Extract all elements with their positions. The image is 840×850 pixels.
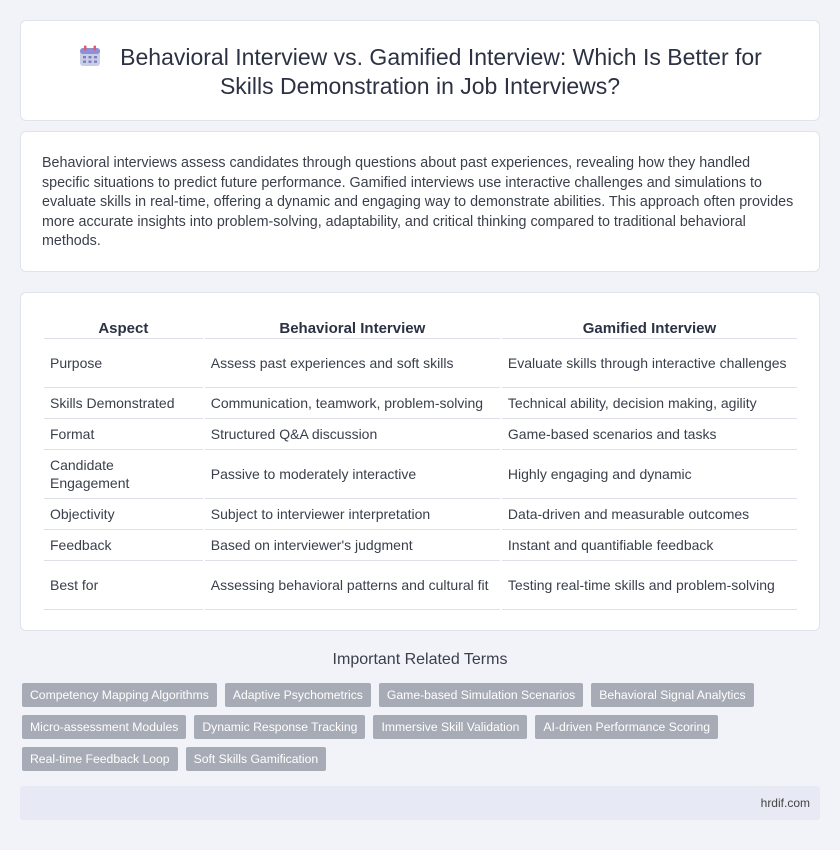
table-cell: Evaluate skills through interactive challenges [502,339,797,388]
title-card [20,20,820,121]
intro-card [20,131,820,272]
related-term-tag[interactable]: Behavioral Signal Analytics [591,683,753,707]
related-term-tag[interactable]: Real-time Feedback Loop [22,747,178,771]
table-cell: Based on interviewer's judgment [205,530,500,561]
related-term-tag[interactable]: Game-based Simulation Scenarios [379,683,583,707]
table-row [44,388,797,419]
table-row [44,419,797,450]
footer [20,786,820,820]
page-title [61,43,779,101]
related-term-tag[interactable]: Immersive Skill Validation [373,715,527,739]
intro-paragraph: Behavioral interviews assess candidates through questions about past experiences, revealing how they handled specific situations to predict future performance. Gamified interviews use interactive challenges and simulations to evaluate skills in real-time, offering a dynamic and engaging way to demonstrate abilities. This approach often provides more accurate insights into problem-solving, adaptability, and critical thinking compared to traditional behavioral methods. [42,155,794,250]
table-cell: Technical ability, decision making, agility [502,388,797,419]
table-cell: Skills Demonstrated [44,388,203,419]
related-term-tag[interactable]: Micro-assessment Modules [22,715,186,739]
table-cell: Assess past experiences and soft skills [205,339,500,388]
comparison-card [20,292,820,631]
table-cell: Testing real-time skills and problem-solving [502,561,797,610]
table-cell: Assessing behavioral patterns and cultural fit [205,561,500,610]
header-gamified: Gamified Interview [502,315,797,339]
table-cell: Passive to moderately interactive [205,450,500,499]
related-terms-list [22,683,812,771]
table-cell: Subject to interviewer interpretation [205,499,500,530]
related-term-tag[interactable]: Soft Skills Gamification [186,747,327,771]
table-cell: Communication, teamwork, problem-solving [205,388,500,419]
calendar-icon [78,44,102,68]
comparison-table [42,315,799,610]
table-cell: Instant and quantifiable feedback [502,530,797,561]
related-term-tag[interactable]: Dynamic Response Tracking [194,715,365,739]
table-cell: Best for [44,561,203,610]
related-term-tag[interactable]: AI-driven Performance Scoring [535,715,718,739]
table-cell: Structured Q&A discussion [205,419,500,450]
page-title-text: Behavioral Interview vs. Gamified Interview: Which Is Better for Skills Demonstration in Job Interviews? [120,44,762,99]
table-row [44,450,797,499]
table-header-row [44,315,797,339]
table-row [44,339,797,388]
related-terms-title: Important Related Terms [332,651,508,668]
table-cell: Candidate Engagement [44,450,203,499]
table-cell: Data-driven and measurable outcomes [502,499,797,530]
related-term-tag[interactable]: Adaptive Psychometrics [225,683,371,707]
table-cell: Format [44,419,203,450]
table-row [44,561,797,610]
table-cell: Purpose [44,339,203,388]
table-row [44,530,797,561]
table-cell: Game-based scenarios and tasks [502,419,797,450]
header-behavioral: Behavioral Interview [205,315,500,339]
table-row [44,499,797,530]
related-term-tag[interactable]: Competency Mapping Algorithms [22,683,217,707]
table-cell: Highly engaging and dynamic [502,450,797,499]
table-cell: Feedback [44,530,203,561]
table-cell: Objectivity [44,499,203,530]
footer-site-link[interactable]: hrdif.com [760,796,810,810]
header-aspect: Aspect [44,315,203,339]
